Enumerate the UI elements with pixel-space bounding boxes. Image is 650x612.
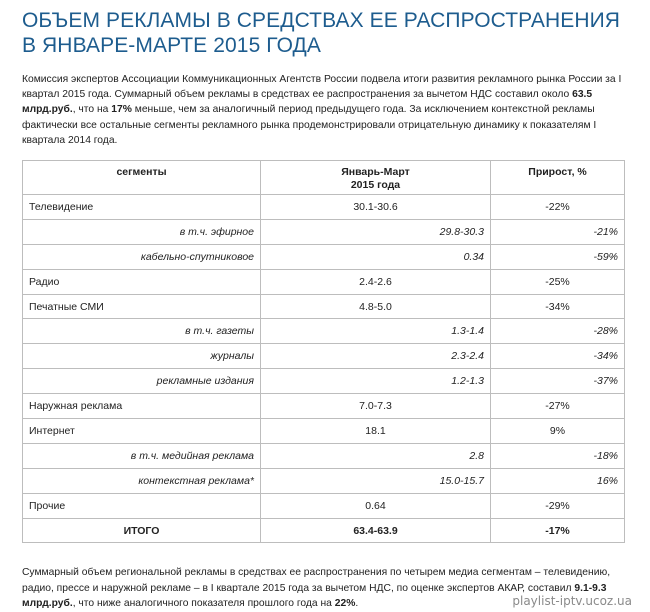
cell-volume: 2.8 (261, 443, 491, 468)
cell-growth: 9% (491, 419, 625, 444)
cell-segment: Прочие (23, 493, 261, 518)
cell-segment: Наружная реклама (23, 394, 261, 419)
table-row (23, 269, 625, 294)
intro-paragraph (22, 72, 628, 148)
cell-growth: -21% (491, 219, 625, 244)
table-row (23, 443, 625, 468)
header-segments: сегменты (23, 161, 261, 195)
cell-volume: 0.64 (261, 493, 491, 518)
cell-volume: 29.8-30.3 (261, 219, 491, 244)
intro-total-volume: 63.5 млрд.руб. (22, 89, 593, 116)
outro-text-2: , что ниже аналогичного показателя прошлого года на (72, 597, 335, 609)
cell-volume: 30.1-30.6 (261, 195, 491, 220)
outro-regional-volume: 9.1-9.3 млрд.руб. (22, 582, 607, 609)
cell-volume: 1.3-1.4 (261, 319, 491, 344)
header-period-text: Январь-Март 2015 года (341, 166, 410, 192)
cell-segment: Телевидение (23, 195, 261, 220)
intro-text-3: меньше, чем за аналогичный период предыдущего года. За исключением контекстной рекламы фактически все остальные сегменты рекламного рынка продемонстрировали отрицательную динамику к показателям I квартала 2014 года. (22, 104, 597, 146)
cell-growth: -25% (491, 269, 625, 294)
header-period (261, 161, 491, 195)
cell-segment: контекстная реклама* (23, 468, 261, 493)
cell-segment: в т.ч. газеты (23, 319, 261, 344)
cell-volume: 2.4-2.6 (261, 269, 491, 294)
table-row (23, 468, 625, 493)
cell-volume: 1.2-1.3 (261, 369, 491, 394)
cell-growth: -29% (491, 493, 625, 518)
table-row (23, 344, 625, 369)
table-row (23, 419, 625, 444)
cell-growth: -59% (491, 244, 625, 269)
header-growth: Прирост, % (491, 161, 625, 195)
table-header-row (23, 161, 625, 195)
cell-growth: -34% (491, 344, 625, 369)
cell-segment: ИТОГО (23, 518, 261, 543)
cell-growth: -18% (491, 443, 625, 468)
outro-text-1: Суммарный объем региональной рекламы в средствах ее распространения по четырем медиа сегментам – телевидению, радио, прессе и наружной рекламе – в I квартале 2015 года за вычетом НДС, по оценке экспертов АКАР, составил (22, 567, 611, 594)
cell-segment: в т.ч. медийная реклама (23, 443, 261, 468)
cell-segment: Интернет (23, 419, 261, 444)
article (22, 8, 628, 611)
intro-text-2: , что на (72, 104, 112, 116)
table-row (23, 195, 625, 220)
cell-segment: Радио (23, 269, 261, 294)
table-body (23, 195, 625, 543)
cell-growth: 16% (491, 468, 625, 493)
outro-decline-percent: 22% (334, 597, 356, 609)
table-row (23, 493, 625, 518)
table-row (23, 244, 625, 269)
intro-decline-percent: 17% (111, 104, 132, 116)
cell-volume: 0.34 (261, 244, 491, 269)
cell-volume: 4.8-5.0 (261, 294, 491, 319)
table-row (23, 219, 625, 244)
intro-text-1: Комиссия экспертов Ассоциации Коммуникационных Агентств России подвела итоги развития рекламного рынка России за I квартал 2015 года. Суммарный объем рекламы в средствах ее распространения за вычетом НДС составил около (22, 74, 622, 101)
cell-growth: -28% (491, 319, 625, 344)
cell-segment: Печатные СМИ (23, 294, 261, 319)
cell-segment: в т.ч. эфирное (23, 219, 261, 244)
cell-volume: 63.4-63.9 (261, 518, 491, 543)
cell-growth: -22% (491, 195, 625, 220)
watermark: playlist-iptv.ucoz.ua (512, 594, 632, 608)
cell-volume: 18.1 (261, 419, 491, 444)
outro-text-3: . (355, 597, 359, 609)
table-total-row (23, 518, 625, 543)
table-row (23, 369, 625, 394)
cell-volume: 15.0-15.7 (261, 468, 491, 493)
cell-segment: кабельно-спутниковое (23, 244, 261, 269)
table-row (23, 319, 625, 344)
table-row (23, 294, 625, 319)
table-row (23, 394, 625, 419)
ad-volume-table (22, 160, 625, 543)
cell-volume: 7.0-7.3 (261, 394, 491, 419)
page-title: ОБЪЕМ РЕКЛАМЫ В СРЕДСТВАХ ЕЕ РАСПРОСТРАНЕНИЯ В ЯНВАРЕ-МАРТЕ 2015 ГОДА (22, 9, 621, 57)
cell-growth: -27% (491, 394, 625, 419)
cell-segment: журналы (23, 344, 261, 369)
cell-growth: -17% (491, 518, 625, 543)
cell-segment: рекламные издания (23, 369, 261, 394)
cell-growth: -34% (491, 294, 625, 319)
cell-volume: 2.3-2.4 (261, 344, 491, 369)
cell-growth: -37% (491, 369, 625, 394)
